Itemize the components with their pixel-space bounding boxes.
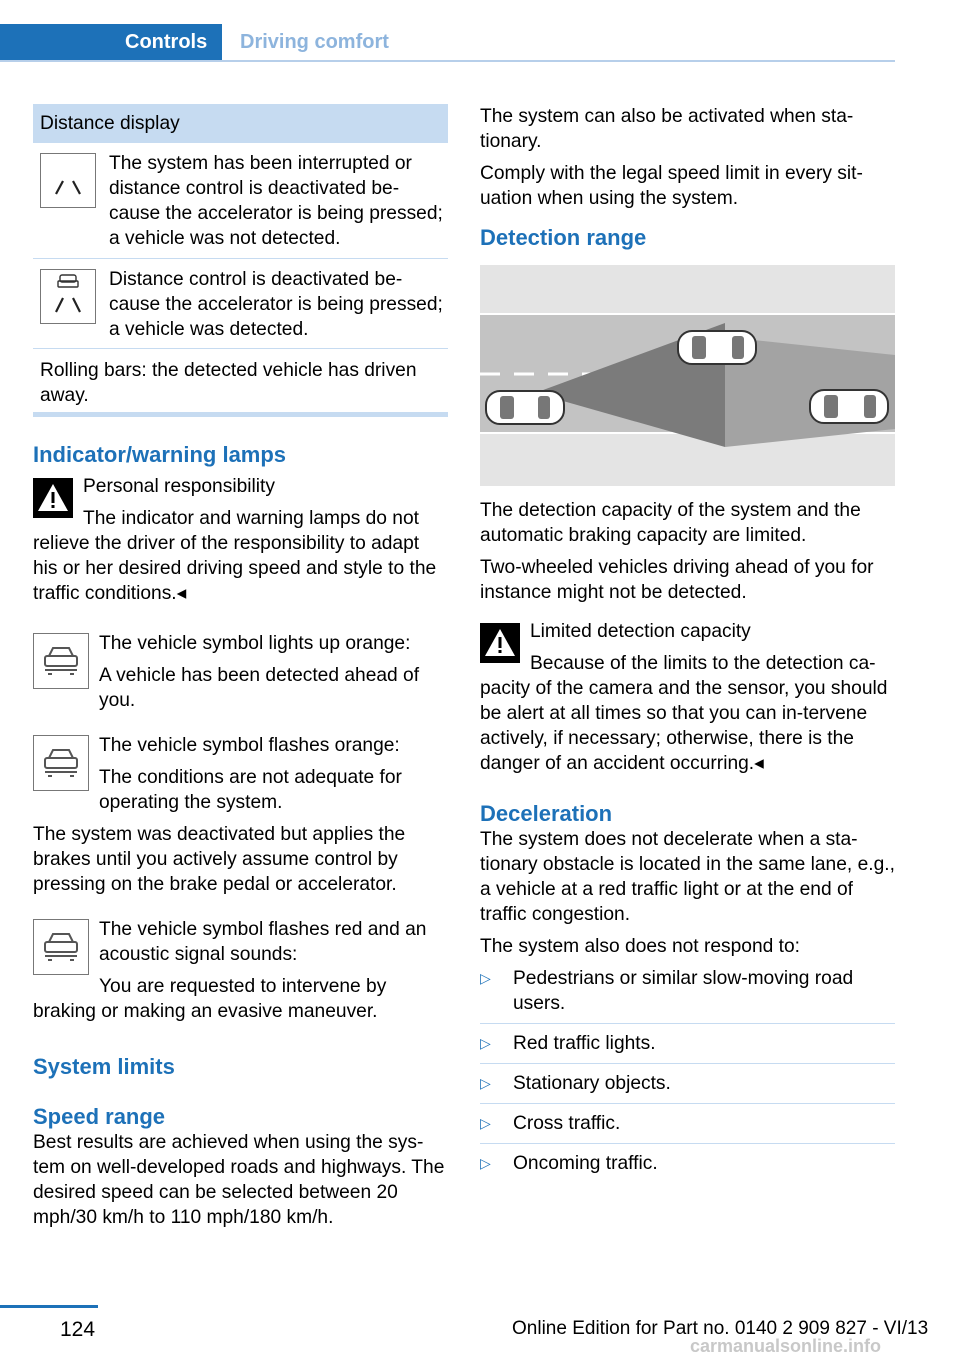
warning-text: The indicator and warning lamps do not relieve the driver of the responsibility to adapt his or her desired driving speed and style to the traffic conditions.◂: [33, 508, 437, 604]
lamp-item: [33, 733, 448, 815]
heading-speed-range: Speed range: [33, 1104, 166, 1129]
warning-triangle-icon: [480, 623, 520, 670]
lamp-item: [33, 631, 448, 713]
warning-text: Because of the limits to the detection ca-pacity of the camera and the sensor, you should be alert at all times so that you can in-tervene actively, if necessary; otherwise, there is the danger of an accident occurring.◂: [480, 653, 888, 774]
paragraph-speed-limit: Comply with the legal speed limit in every sit-uation when using the system.: [480, 163, 863, 209]
distance-vehicle-detected-icon: [40, 269, 96, 324]
warning-title: Personal responsibility: [83, 476, 275, 497]
lamp-label: The vehicle symbol lights up orange:: [99, 633, 411, 654]
paragraph-speed-range: Best results are achieved when using the sys-tem on well-developed roads and highways. The desired speed can be selected between 20 mph/30 km/h to 110 mph/180 km/h.: [33, 1132, 445, 1228]
list-item-text: Stationary objects.: [513, 1073, 671, 1094]
lamp-description: A vehicle has been detected ahead of you.: [99, 665, 420, 711]
warning-note-head: [33, 474, 448, 499]
warning-title: Limited detection capacity: [530, 621, 751, 642]
list-item-text: Cross traffic.: [513, 1113, 621, 1134]
not-respond-list: [480, 966, 895, 1183]
page-number-rule: [0, 1305, 98, 1308]
page-header: [0, 0, 895, 62]
list-item: [480, 966, 895, 1024]
list-item-text: Red traffic lights.: [513, 1033, 656, 1054]
vehicle-symbol-icon: [33, 919, 89, 975]
distance-bars-empty-icon: [40, 153, 96, 208]
chapter-tab-controls[interactable]: Controls: [0, 24, 222, 61]
header-rule: [0, 60, 895, 62]
table-cell-text: Rolling bars: the detected vehicle has driven away.: [40, 360, 417, 406]
heading-deceleration: Deceleration: [480, 801, 613, 826]
list-arrow-icon: ▷: [480, 970, 491, 986]
lamp-label: The vehicle symbol flashes orange:: [99, 735, 400, 756]
lamp-item: [33, 917, 448, 1024]
vehicle-symbol-icon: [33, 633, 89, 689]
table-bottom-rule: [33, 413, 448, 417]
vehicle-symbol-icon: [33, 735, 89, 791]
paragraph-stationary: The system can also be activated when sta-tionary.: [480, 106, 854, 152]
list-item: [480, 1111, 895, 1144]
right-column: [480, 104, 895, 1190]
paragraph-capacity: The detection capacity of the system and the automatic braking capacity are limited.: [480, 500, 861, 546]
list-item: [480, 1071, 895, 1104]
warning-note-head: [480, 619, 895, 644]
paragraph-deactivated: The system was deactivated but applies the brakes until you actively assume control by pressing on the brake pedal or accelerator.: [33, 824, 406, 895]
table-row: [33, 349, 448, 413]
paragraph-not-respond: The system also does not respond to:: [480, 936, 800, 957]
own-car-icon: [486, 391, 564, 424]
list-item: [480, 1031, 895, 1064]
paragraph-two-wheeled: Two-wheeled vehicles driving ahead of you for instance might not be detected.: [480, 557, 874, 603]
table-title: Distance display: [33, 104, 448, 143]
detection-range-illustration: [480, 265, 895, 486]
table-cell-text: The system has been interrupted or distance control is deactivated be-cause the accelerator is being pressed; a vehicle was not detected.: [109, 153, 443, 249]
table-cell-text: Distance control is deactivated be-cause the accelerator is being pressed; a vehicle was detected.: [109, 269, 443, 340]
list-arrow-icon: ▷: [480, 1115, 491, 1131]
car-same-lane-icon: [810, 390, 888, 423]
heading-system-limits: System limits: [33, 1054, 175, 1079]
warning-note: [33, 474, 448, 606]
heading-detection-range: Detection range: [480, 225, 647, 250]
list-arrow-icon: ▷: [480, 1155, 491, 1171]
list-arrow-icon: ▷: [480, 1035, 491, 1051]
list-item-text: Oncoming traffic.: [513, 1153, 658, 1174]
lamp-description: The conditions are not adequate for operating the system.: [99, 767, 402, 813]
table-row: [33, 259, 448, 349]
heading-indicator-warning-lamps: Indicator/warning lamps: [33, 442, 287, 467]
warning-triangle-icon: [33, 478, 73, 525]
lamp-description: You are requested to intervene by braking or making an evasive maneuver.: [33, 976, 387, 1022]
lamp-label: The vehicle symbol flashes red and an acoustic signal sounds:: [99, 919, 427, 965]
edition-footer: Online Edition for Part no. 0140 2 909 827 - VI/13: [512, 1318, 929, 1339]
table-row: [33, 143, 448, 259]
paragraph-deceleration: The system does not decelerate when a sta-tionary obstacle is located in the same lane, e.g., a vehicle at a red traffic light or at the end of traffic congestion.: [480, 829, 895, 925]
distance-display-table: [33, 104, 448, 417]
warning-note: [480, 619, 895, 776]
list-arrow-icon: ▷: [480, 1075, 491, 1091]
list-item-text: Pedestrians or similar slow-moving road users.: [513, 968, 854, 1014]
section-tab-driving-comfort[interactable]: Driving comfort: [240, 31, 389, 53]
left-column: [33, 104, 448, 1237]
page-number: 124: [60, 1318, 96, 1341]
list-item: [480, 1151, 895, 1183]
watermark: carmanualsonline.info: [690, 1336, 882, 1356]
car-ahead-icon: [678, 331, 756, 364]
